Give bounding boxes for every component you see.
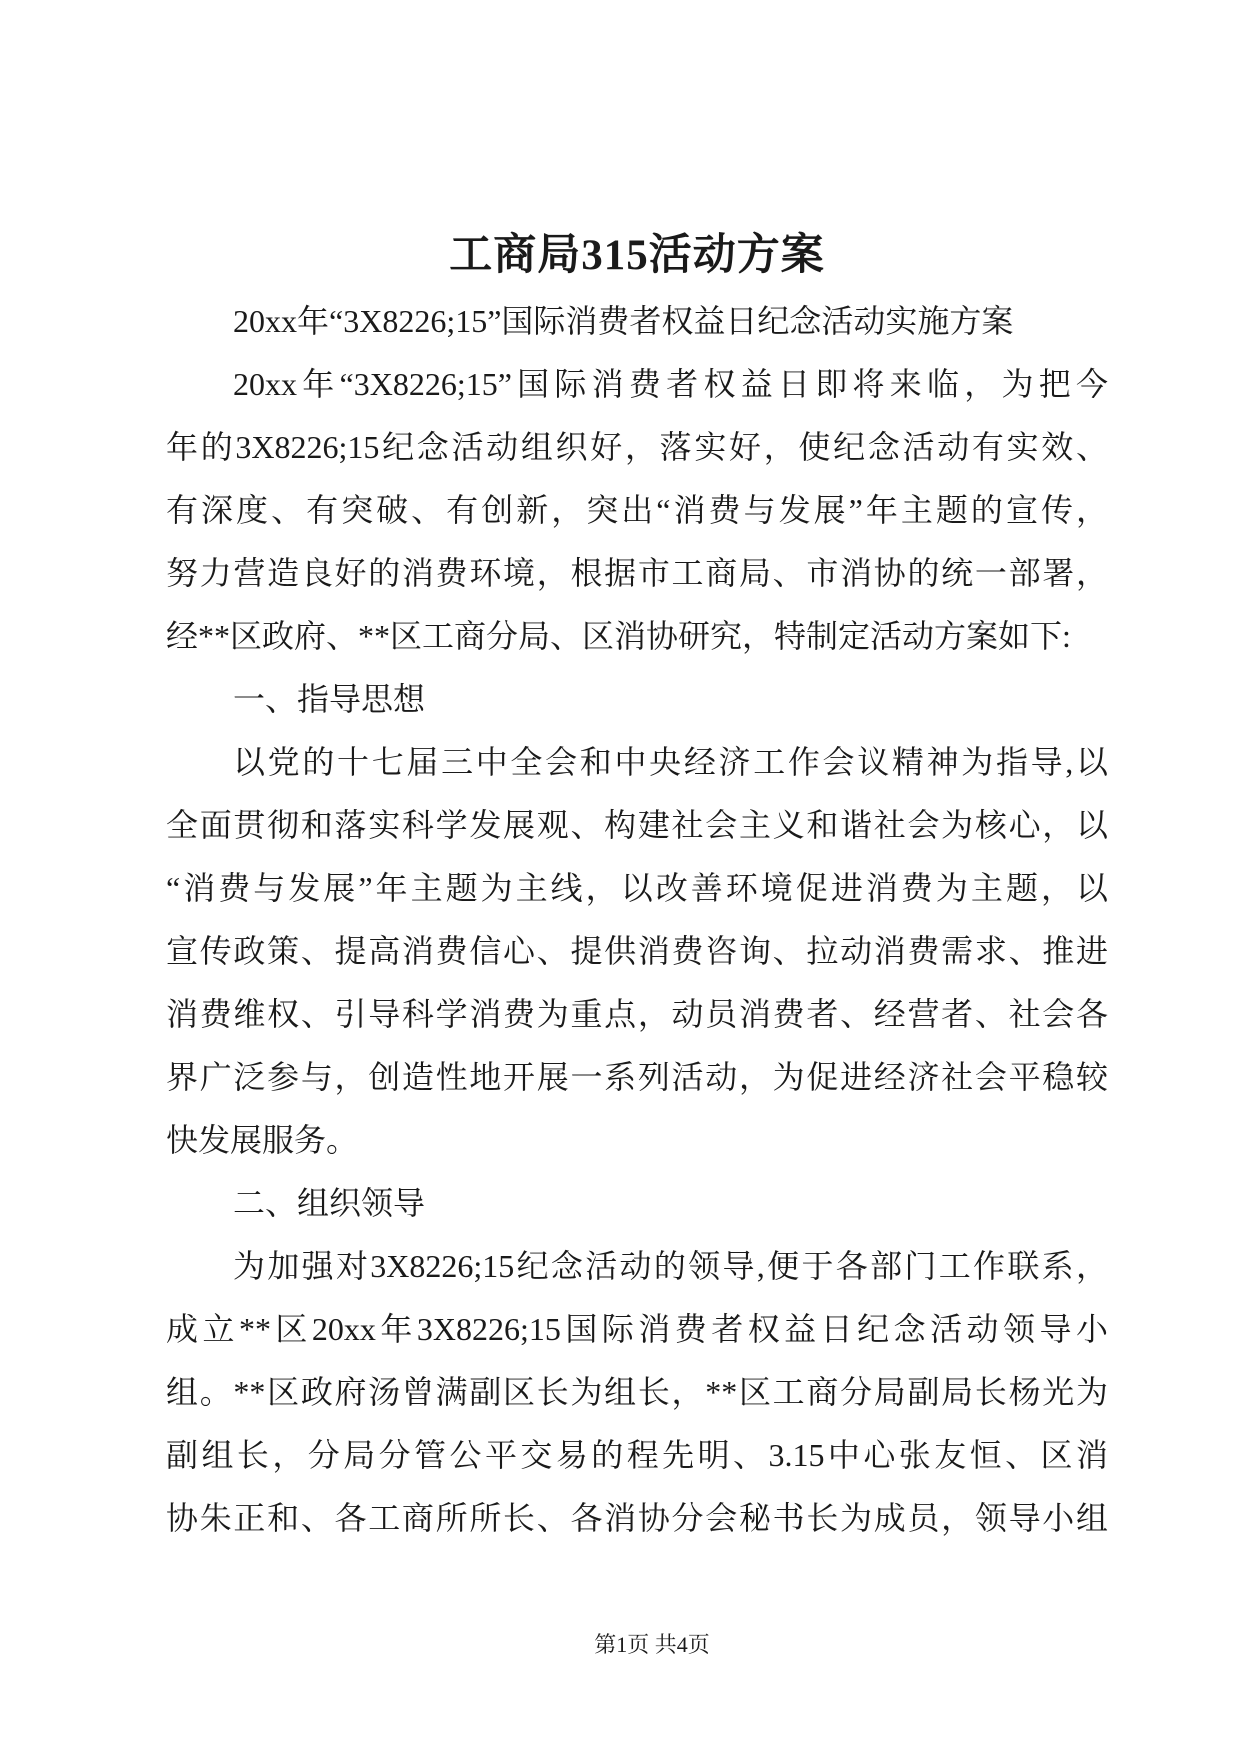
text-line: 20xx年“3X8226;15”国际消费者权益日即将来临，为把今 <box>233 366 1108 402</box>
text-line: 年的3X8226;15纪念活动组织好，落实好，使纪念活动有实效、 <box>166 429 1108 465</box>
text-line: 努力营造良好的消费环境，根据市工商局、市消协的统一部署， <box>166 555 1108 591</box>
text-line: 为加强对3X8226;15纪念活动的领导,便于各部门工作联系， <box>233 1248 1108 1284</box>
text-line: 协朱正和、各工商所所长、各消协分会秘书长为成员，领导小组 <box>166 1500 1108 1536</box>
text-line: 副组长，分局分管公平交易的程先明、3.15中心张友恒、区消 <box>166 1437 1108 1473</box>
text-line: 全面贯彻和落实科学发展观、构建社会主义和谐社会为核心，以 <box>166 807 1108 843</box>
text-line: 成立**区20xx年3X8226;15国际消费者权益日纪念活动领导小 <box>166 1311 1108 1347</box>
text-line: 组。**区政府汤曾满副区长为组长，**区工商分局副局长杨光为 <box>166 1374 1108 1410</box>
text-line: 一、指导思想 <box>233 681 426 717</box>
text-line: 宣传政策、提高消费信心、提供消费咨询、拉动消费需求、推进 <box>166 933 1108 969</box>
text-line: 20xx年“3X8226;15”国际消费者权益日纪念活动实施方案 <box>233 303 1014 339</box>
page-footer: 第1页 共4页 <box>594 1632 710 1657</box>
text-line: 界广泛参与，创造性地开展一系列活动，为促进经济社会平稳较 <box>166 1059 1108 1095</box>
text-line: “消费与发展”年主题为主线，以改善环境促进消费为主题，以 <box>166 870 1108 906</box>
text-line: 消费维权、引导科学消费为重点，动员消费者、经营者、社会各 <box>166 996 1108 1032</box>
text-line: 二、组织领导 <box>233 1185 426 1221</box>
document-title: 工商局315活动方案 <box>449 232 825 279</box>
text-line: 有深度、有突破、有创新，突出“消费与发展”年主题的宣传， <box>166 492 1108 528</box>
text-line: 经**区政府、**区工商分局、区消协研究，特制定活动方案如下: <box>166 618 1071 654</box>
text-line: 以党的十七届三中全会和中央经济工作会议精神为指导,以 <box>233 744 1108 780</box>
text-line: 快发展服务。 <box>166 1122 359 1158</box>
